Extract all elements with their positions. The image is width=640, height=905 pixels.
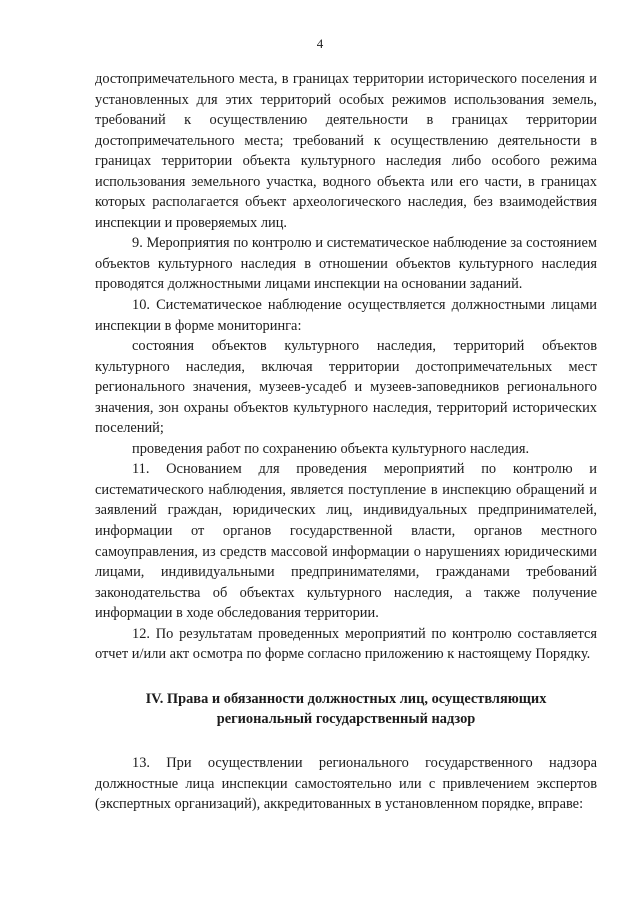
page-number: 4 <box>316 36 324 51</box>
paragraph-item-11: 11. Основанием для проведения мероприятий по контролю и систематического наблюдения, является поступление в инспекцию обращений и заявлений граждан, юридических лиц, индивидуальных предпринимателей, информации от органов государственной власти, органов местного самоуправления, из средств массовой информации о нарушениях юридическими лицами, индивидуальными предпринимателями, гражданами требований законодательства об объектах культурного наследия, а также получение информации в ходе обследования территории. <box>95 461 597 622</box>
paragraph-monitoring-state: состояния объектов культурного наследия, территорий объектов культурного наследия, включая территории достопримечательных мест регионального значения, музеев-усадеб и музеев-заповедников регионального значения, зон охраны объектов культурного наследия, территорий исторических поселений; <box>95 338 597 437</box>
section-heading <box>95 689 597 730</box>
section-heading-line-2: региональный государственный надзор <box>216 711 476 728</box>
paragraph-item-13: 13. При осуществлении регионального государственного надзора должностные лица инспекции самостоятельно или с привлечением экспертов (экспертных организаций), аккредитованных в установленном порядке, вправе: <box>95 754 597 813</box>
paragraph-monitoring-works: проведения работ по сохранению объекта культурного наследия. <box>132 440 530 457</box>
paragraph-item-9: 9. Мероприятия по контролю и систематическое наблюдение за состоянием объектов культурного наследия в отношении объектов культурного наследия проводятся должностными лицами инспекции на основании заданий. <box>95 235 597 293</box>
paragraph-item-12: 12. По результатам проведенных мероприятий по контролю составляется отчет и/или акт осмотра по форме согласно приложению к настоящему Порядку. <box>95 625 597 663</box>
section-heading-line-1: IV. Права и обязанности должностных лиц, осуществляющих <box>145 690 547 707</box>
paragraph-continuation: достопримечательного места, в границах территории исторического поселения и установленных для этих территорий особых режимов использования земель, требований к осуществлению деятельности в границах территории достопримечательного места; требований к осуществлению деятельности в границах территории объекта культурного наследия либо особого режима использования земельного участка, водного объекта или его части, в границах которых располагается объект археологического наследия, без взаимодействия инспекции и проверяемых лиц. <box>95 71 597 231</box>
paragraph-item-10: 10. Систематическое наблюдение осуществляется должностными лицами инспекции в форме мониторинга: <box>95 297 597 334</box>
document-body <box>95 69 597 815</box>
